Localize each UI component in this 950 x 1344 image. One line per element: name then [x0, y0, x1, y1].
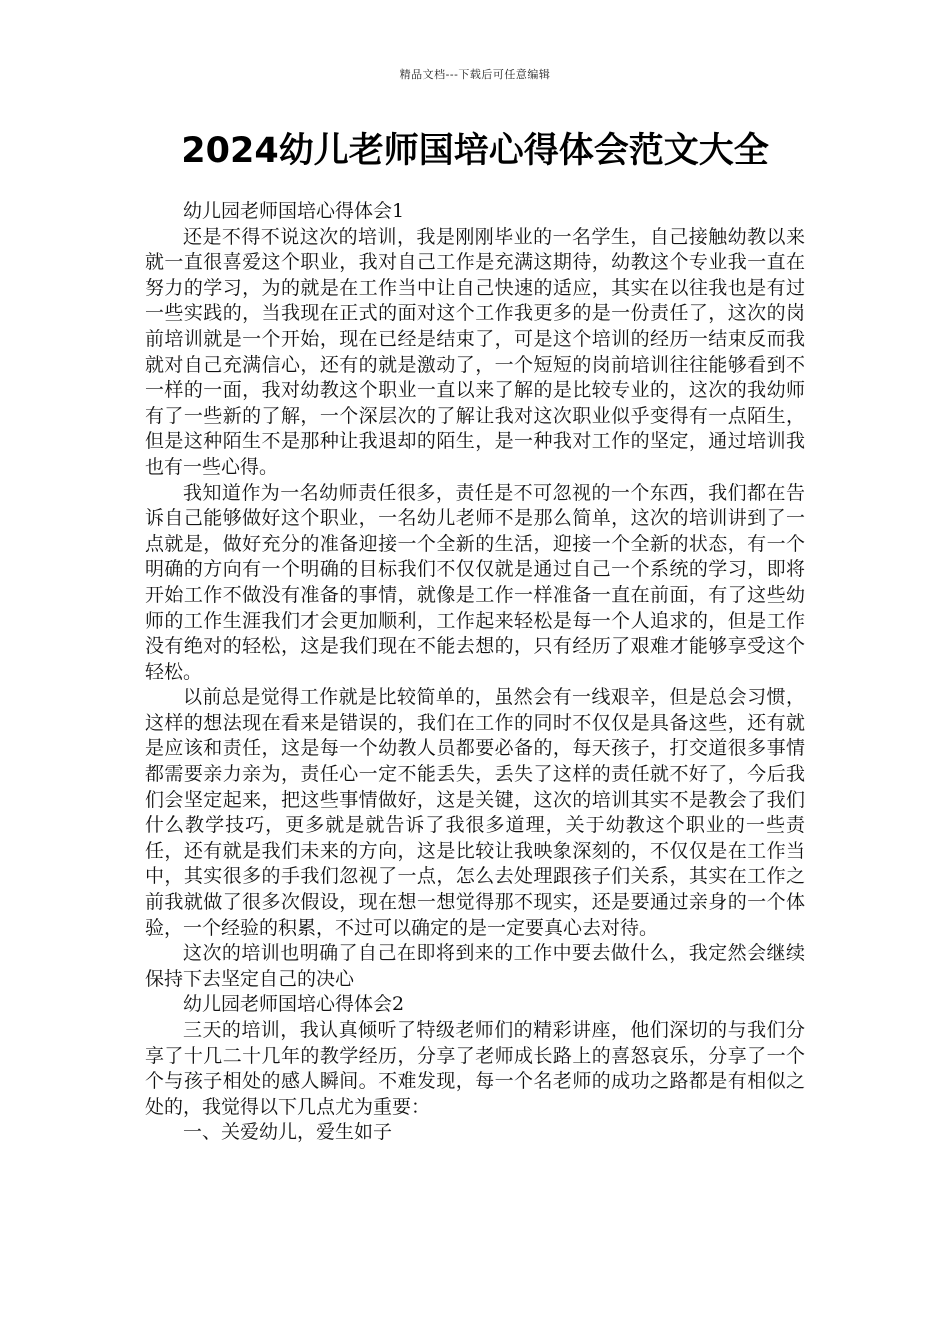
paragraph: 三天的培训，我认真倾听了特级老师们的精彩讲座，他们深切的与我们分享了十几二十几年的教学经历，分享了老师成长路上的喜怒哀乐，分享了一个个与孩子相处的感人瞬间。不难发现，每一个名老师的成功之路都是有相似之处的，我觉得以下几点尤为重要：: [145, 1019, 805, 1118]
section-heading-2: 幼儿园老师国培心得体会2: [183, 993, 405, 1016]
paragraph: 这次的培训也明确了自己在即将到来的工作中要去做什么，我定然会继续保持下去坚定自己的决心: [145, 942, 805, 990]
document-body: [145, 199, 805, 1146]
paragraph: 我知道作为一名幼师责任很多，责任是不可忽视的一个东西，我们都在告诉自己能够做好这个职业，一名幼儿老师不是那么简单，这次的培训讲到了一点就是，做好充分的准备迎接一个全新的生活，迎接一个全新的状态，有一个明确的方向有一个明确的目标我们不仅仅就是通过自己一个系统的学习，即将开始工作不做没有准备的事情，就像是工作一样准备一直在前面，有了这些幼师的工作生涯我们才会更加顺利，工作起来轻松是每一个人追求的，但是工作没有绝对的轻松，这是我们现在不能去想的，只有经历了艰难才能够享受这个轻松。: [145, 481, 805, 683]
document-title: 2024幼儿老师国培心得体会范文大全: [181, 131, 769, 171]
section-heading-1: 幼儿园老师国培心得体会1: [183, 200, 405, 222]
paragraph: 一、关爱幼儿，爱生如子: [183, 1121, 393, 1144]
header-note: 精品文档---下载后可任意编辑: [399, 68, 551, 81]
paragraph: 以前总是觉得工作就是比较简单的，虽然会有一线艰辛，但是总会习惯，这样的想法现在看来是错误的，我们在工作的同时不仅仅是具备这些，还有就是应该和责任，这是每一个幼教人员都要必备的，每天孩子，打交道很多事情都需要亲力亲为，责任心一定不能丢失，丢失了这样的责任就不好了，今后我们会坚定起来，把这些事情做好，这是关键，这次的培训其实不是教会了我们什么教学技巧，更多就是就告诉了我很多道理，关于幼教这个职业的一些责任，还有就是我们未来的方向，这是比较让我映象深刻的，不仅仅是在工作当中，其实很多的手我们忽视了一点，怎么去处理跟孩子们关系，其实在工作之前我就做了很多次假设，现在想一想觉得那不现实，还是要通过亲身的一个体验，一个经验的积累，不过可以确定的是一定要真心去对待。: [145, 686, 805, 939]
paragraph: 还是不得不说这次的培训，我是刚刚毕业的一名学生，自己接触幼教以来就一直很喜爱这个职业，我对自己工作是充满这期待，幼教这个专业我一直在努力的学习，为的就是在工作当中让自己快速的适应，其实在以往我也是有过一些实践的，当我现在正式的面对这个工作我更多的是一份责任了，这次的岗前培训就是一个开始，现在已经是结束了，可是这个培训的经历一结束反而我就对自己充满信心，还有的就是激动了，一个短短的岗前培训往往能够看到不一样的一面，我对幼教这个职业一直以来了解的是比较专业的，这次的我幼师有了一些新的了解，一个深层次的了解让我对这次职业似乎变得有一点陌生，但是这种陌生不是那种让我退却的陌生，是一种我对工作的坚定，通过培训我也有一些心得。: [145, 225, 805, 478]
